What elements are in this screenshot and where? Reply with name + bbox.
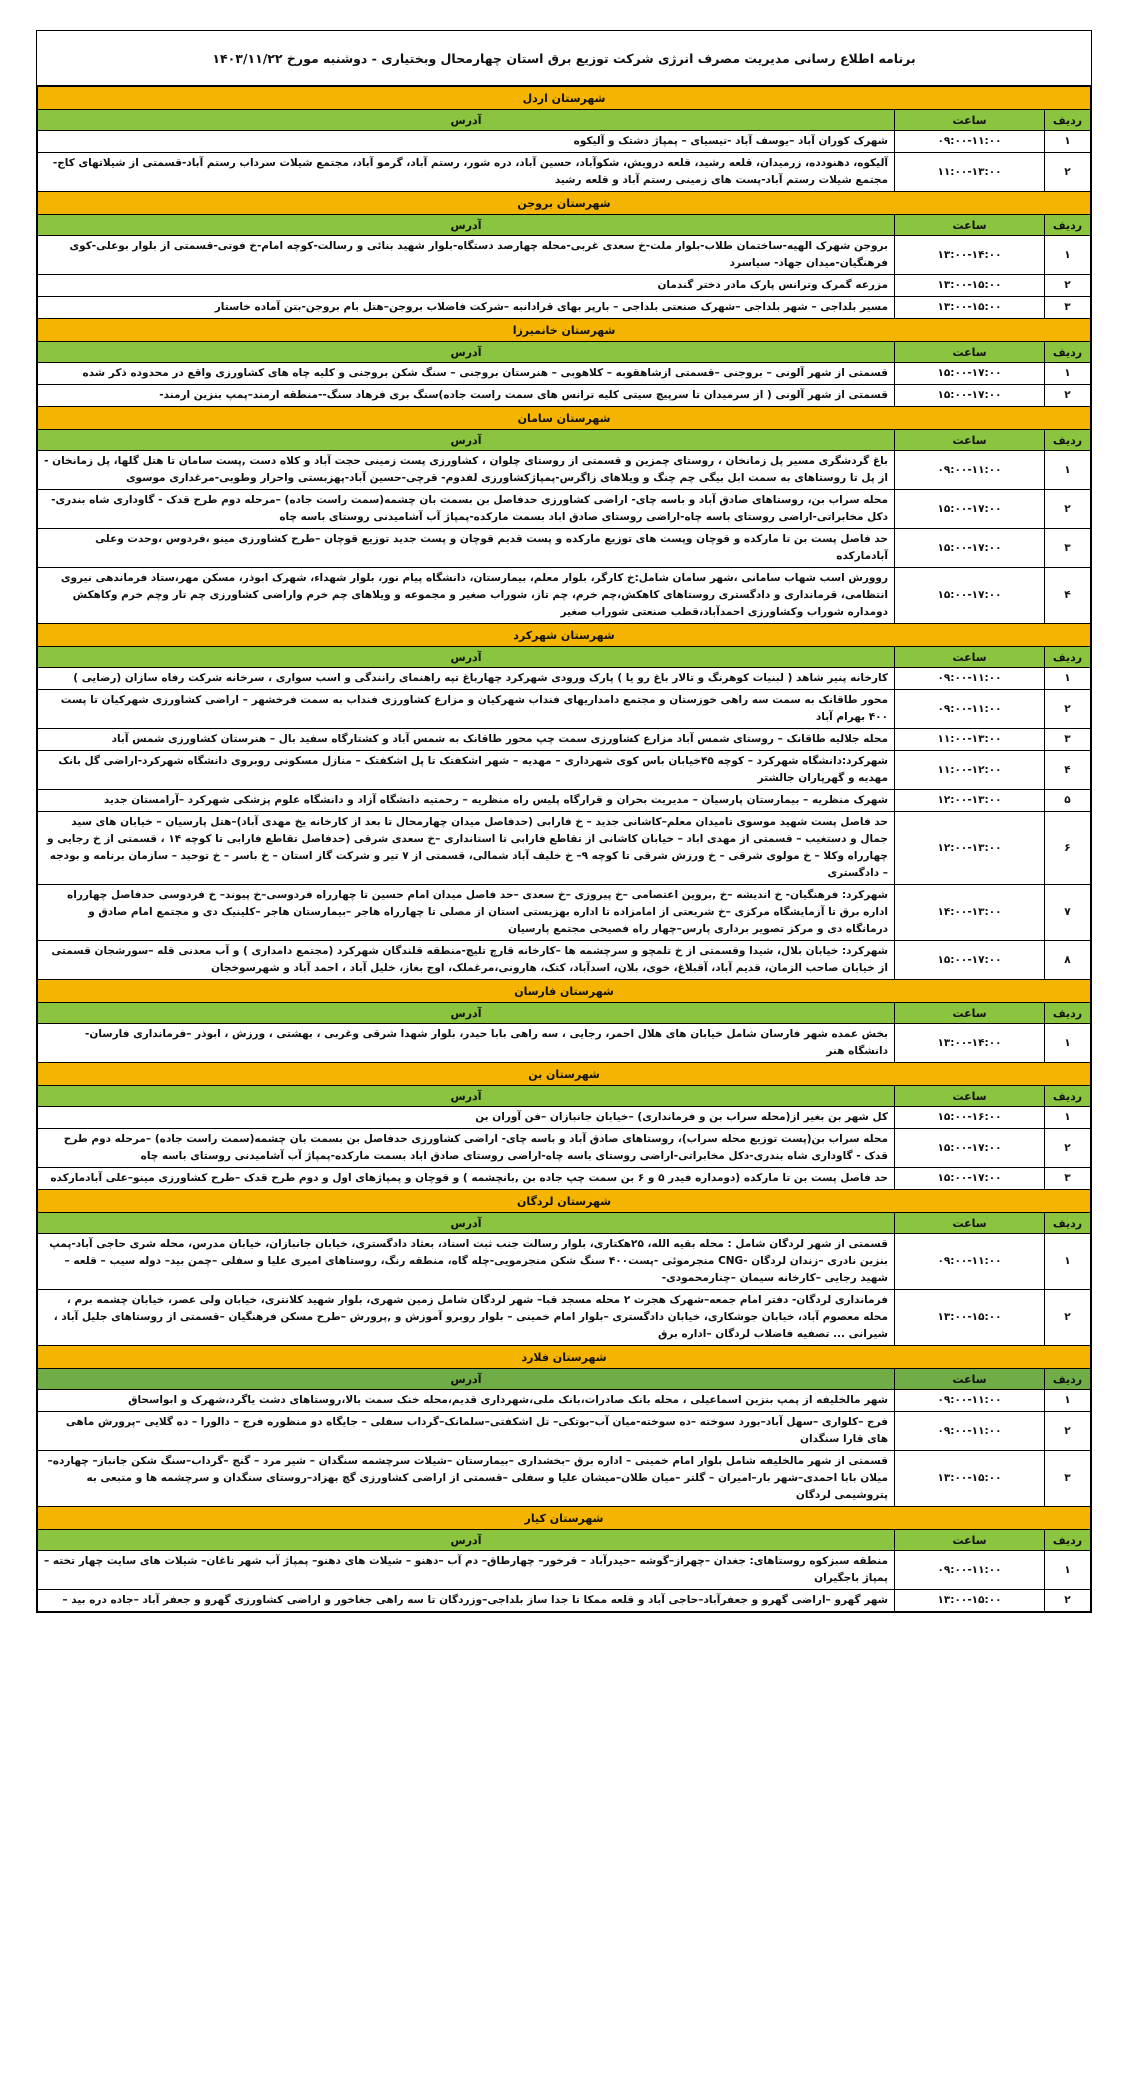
table-row (38, 668, 1091, 690)
section-title: شهرستان لردگان (38, 1190, 1091, 1213)
row-time: ۱۳:۰۰-۱۵:۰۰ (895, 275, 1045, 297)
row-time: ۰۹:۰۰-۱۱:۰۰ (895, 1390, 1045, 1412)
column-header-time: ساعت (895, 215, 1045, 236)
row-number: ۱ (1045, 236, 1091, 275)
row-address: محله سراب بن، روستاهای صادق آباد و باسه چای- اراضی کشاورزی حدفاصل بن بسمت بان چشمه(سمت راست جاده) –مرحله دوم طرح قدک - گاودارى شاه بندری- دکل مخابراتی-اراضی روستای باسه چاه-اراضی روستای صادق اباد بسمت مارکده-پمپاژ آب آشامیدنی روستای باسه چاه (38, 490, 895, 529)
row-address: شهرک منظریه – بیمارستان پارسیان – مدیریت بحران و قرارگاه پلیس راه منظریه – رحمتیه دانشگاه آزاد و دانشگاه علوم پزشکی شهرکرد –آرامستان جدید (38, 790, 895, 812)
column-header-row (38, 1003, 1091, 1024)
row-time: ۱۵:۰۰-۱۷:۰۰ (895, 1129, 1045, 1168)
column-header-num: ردیف (1045, 215, 1091, 236)
section-title-row (38, 319, 1091, 342)
row-time: ۱۳:۰۰-۱۵:۰۰ (895, 1451, 1045, 1507)
row-number: ۳ (1045, 729, 1091, 751)
row-number: ۶ (1045, 812, 1091, 885)
row-time: ۱۳:۰۰-۱۵:۰۰ (895, 297, 1045, 319)
column-header-address: آدرس (38, 1086, 895, 1107)
table-row (38, 451, 1091, 490)
column-header-address: آدرس (38, 647, 895, 668)
row-number: ۲ (1045, 385, 1091, 407)
section-title-row (38, 192, 1091, 215)
column-header-num: ردیف (1045, 647, 1091, 668)
column-header-row (38, 1213, 1091, 1234)
row-number: ۱ (1045, 1390, 1091, 1412)
row-time: ۰۹:۰۰-۱۱:۰۰ (895, 690, 1045, 729)
column-header-row (38, 1530, 1091, 1551)
table-row (38, 363, 1091, 385)
row-address: شهرکرد:دانشگاه شهرکرد – کوچه ۴۵خیابان باس کوی شهرداری – مهدیه – شهر اشکفتک تا پل اشکفتک – منازل مسکونی روبروی دانشگاه شهرکرد-اراضی گل بانک مهدیه و گهرپاران جالشتر (38, 751, 895, 790)
row-time: ۰۹:۰۰-۱۱:۰۰ (895, 131, 1045, 153)
column-header-num: ردیف (1045, 1369, 1091, 1390)
table-row (38, 1168, 1091, 1190)
row-address: شهرکرد: فرهنگیان- خ اندیشه –خ ,بروین اعتصامی –خ پیروزی –خ سعدی –حد فاصل میدان امام حسین تا چهارراه فردوسی–خ پیوند– خ فردوسی حدفاصل چهارراه اداره برق تا آزمایشگاه مرکزی –خ شریعتی از امامزاده تا اداره بهزیستی استان از مصلی تا چهارراه هاجر –بیمارستان هاجر –کلینیک دی و مجتمع امام صادق و درمانگاه دی و مرکز تصویر برداری پارس–چهار راه فصیحی مجتمع پارسیان (38, 885, 895, 941)
table-row (38, 568, 1091, 624)
column-header-row (38, 647, 1091, 668)
column-header-num: ردیف (1045, 342, 1091, 363)
row-address: فرمانداری لردگان- دفتر امام جمعه–شهرک هجرت ۲ محله مسجد قبا– شهر لردگان شامل زمین شهری، بلوار شهید کلانتری، خیابان ولی عصر، خیابان چشمه برم ، محله معصوم آباد، خیابان جوشکاری، خیابان دادگستری –بلوار امام خمینی – بلوار روبرو آموزش و ,پرورش –طرح مسکن فرهنگیان –قسمتی از روستاهای جلیل آباد ، شیرانی ... تصفیه فاضلاب لردگان –اداره برق (38, 1290, 895, 1346)
row-address: روورش اسب شهاب سامانی ،شهر سامان شامل:خ کارگر، بلوار معلم، بیمارستان، دانشگاه پیام نور، بلوار شهداء، شهرک ابوذر، مسکن مهر،ستاد فرماندهی نیروی انتظامی، قرمانداری و دادگستری روستاهای کاهکش،چم خرم، چم تاز، شوراب صغیر و مجموعه و ویلاهای چم خرم واراضی کشاورزی چم تار وچم خرم وکاهکش دومداره شوراب وکشاورزی احمدآباد،قطب صنعتی شوراب صغیر (38, 568, 895, 624)
row-number: ۱ (1045, 363, 1091, 385)
table-row (38, 885, 1091, 941)
column-header-time: ساعت (895, 1003, 1045, 1024)
table-row (38, 812, 1091, 885)
section-title-row (38, 407, 1091, 430)
row-address: باغ گردشگری مسیر پل زمانخان ، روستای چمزین و قسمتی از روستای چلوان ، کشاورزی پست زمینی حجت آباد و کلاه دست ,پست سامان تا هتل گلها، پل زمانخان - از پل تا روستاهای به سمت ابل بیگی چم چنگ و ویلاهای زاگرس-پمپاژکشاورزی لفدوم- قرچی-حسین آباد-پهزبستی واحرار وطوبی-مرغداری موسوی (38, 451, 895, 490)
column-header-time: ساعت (895, 1086, 1045, 1107)
column-header-row (38, 215, 1091, 236)
row-time: ۰۹:۰۰-۱۱:۰۰ (895, 451, 1045, 490)
row-time: ۱۵:۰۰-۱۷:۰۰ (895, 568, 1045, 624)
table-row (38, 1451, 1091, 1507)
table-row (38, 529, 1091, 568)
section-title-row (38, 1507, 1091, 1530)
column-header-address: آدرس (38, 1003, 895, 1024)
row-address: محله جلالیه طاقانک – روستای شمس آباد مزارع کشاورزی سمت چپ محور طاقانک به شمس آباد و کشتارگاه سفید بال – هنرستان کشاورزی شمس آباد (38, 729, 895, 751)
row-number: ۲ (1045, 490, 1091, 529)
column-header-address: آدرس (38, 1530, 895, 1551)
section-title: شهرستان فلارد (38, 1346, 1091, 1369)
row-address: بروجن شهرک الهیه-ساختمان طلاب-بلوار ملت-خ سعدی غربی-محله چهارصد دستگاه-بلوار شهید بنائی و رسالت-کوچه امام-خ فوتی-قسمتی از بلوار بوعلی-کوی فرهنگیان-میدان جهاد- سیاسرد (38, 236, 895, 275)
row-number: ۱ (1045, 1024, 1091, 1063)
row-address: بخش عمده شهر فارسان شامل خیابان های هلال احمر، رجایی ، سه راهی بابا حیدر، بلوار شهدا شرقی وغربی ، بهشتی ، ورزش ، ابوذر –فرمانداری فارسان- دانشگاه هنر (38, 1024, 895, 1063)
row-number: ۱ (1045, 451, 1091, 490)
section-title: شهرستان بن (38, 1063, 1091, 1086)
section-title: شهرستان بروجن (38, 192, 1091, 215)
table-row (38, 236, 1091, 275)
row-address: شهر مالخلیفه از پمپ بنزین اسماعیلی ، محله بانک صادرات،بانک ملی،شهرداری قدیم،محله خنک سمت بالا،روستاهای دشت یاگرد،شهرک و ابواسحاق (38, 1390, 895, 1412)
section-title-row (38, 1063, 1091, 1086)
row-time: ۱۵:۰۰-۱۷:۰۰ (895, 941, 1045, 980)
section-title: شهرستان فارسان (38, 980, 1091, 1003)
column-header-time: ساعت (895, 1213, 1045, 1234)
row-address: قسمتی از شهر آلونی – بروجنی –قسمتی ازشاهقوبه – کلاهوبی – هنرستان بروجنی – سنگ شکن بروجنی و کلیه چاه های کشاورزی واقع در محدوده ذکر شده (38, 363, 895, 385)
row-number: ۲ (1045, 1590, 1091, 1612)
table-row (38, 131, 1091, 153)
row-number: ۱ (1045, 1551, 1091, 1590)
row-number: ۱ (1045, 1107, 1091, 1129)
column-header-num: ردیف (1045, 1213, 1091, 1234)
row-number: ۱ (1045, 1234, 1091, 1290)
table-row (38, 751, 1091, 790)
row-number: ۳ (1045, 297, 1091, 319)
section-title-row (38, 87, 1091, 110)
row-time: ۱۲:۰۰-۱۳:۰۰ (895, 812, 1045, 885)
row-time: ۱۵:۰۰-۱۷:۰۰ (895, 1168, 1045, 1190)
table-row (38, 1551, 1091, 1590)
row-number: ۱ (1045, 131, 1091, 153)
table-row (38, 297, 1091, 319)
table-row (38, 729, 1091, 751)
row-number: ۲ (1045, 153, 1091, 192)
column-header-row (38, 1369, 1091, 1390)
row-number: ۲ (1045, 1412, 1091, 1451)
column-header-address: آدرس (38, 1213, 895, 1234)
row-time: ۰۹:۰۰-۱۱:۰۰ (895, 1551, 1045, 1590)
row-time: ۱۲:۰۰-۱۳:۰۰ (895, 790, 1045, 812)
section-title-row (38, 1346, 1091, 1369)
section-title-row (38, 1190, 1091, 1213)
row-address: منطقه سبزکوه روستاهای: جغدان –چهراز–گوشه –حیدرآباد – قرخور– چهارطاق– دم آب –دهنو – شیلات های دهنو– پمپاژ آب شهر ناغان– شیلات های سایت چهار تخته – پمپاژ باجگیران (38, 1551, 895, 1590)
column-header-time: ساعت (895, 1369, 1045, 1390)
row-number: ۴ (1045, 568, 1091, 624)
column-header-row (38, 342, 1091, 363)
row-address: محور طاقانک به سمت سه راهی خوزستان و مجتمع دامداریهای فنداب شهرکیان و مزارع کشاورزی فنداب به سمت فرخشهر – اراضی کشاورزی شهرکیان تا پست ۴۰۰ بهرام آباد (38, 690, 895, 729)
row-number: ۳ (1045, 529, 1091, 568)
row-address: حد فاصل پست بن تا مارکده (دومداره فیدر ۵ و ۶ بن سمت چپ جاده بن ,بانچشمه ) و قوچان و پمپاژهای اول و دوم طرح قدک –طرح کشاورزی مینو–علی آبادمارکده (38, 1168, 895, 1190)
schedule-document (36, 30, 1092, 1613)
table-row (38, 153, 1091, 192)
schedule-table (37, 86, 1091, 1612)
row-address: کارخانه پنیر شاهد ( لبنیات کوهرنگ و تالار باغ رو یا ) پارک ورودی شهرکرد چهارباغ تپه راهنمای رانندگی و اسب سواری ، سرخانه شرکت رفاه سازان (رضایی ) (38, 668, 895, 690)
column-header-time: ساعت (895, 430, 1045, 451)
column-header-time: ساعت (895, 647, 1045, 668)
row-time: ۰۹:۰۰-۱۱:۰۰ (895, 1234, 1045, 1290)
row-time: ۱۱:۰۰-۱۲:۰۰ (895, 751, 1045, 790)
row-number: ۱ (1045, 668, 1091, 690)
section-title-row (38, 980, 1091, 1003)
row-address: شهر گهرو –اراضی گهرو و جعفرآباد–حاجی آباد و قلعه ممکا تا جدا ساز بلداجی–وزردگان تا سه راهی جغاخور و اراضی کشاورزی گهرو و جعفر آباد –جاده دره بید – (38, 1590, 895, 1612)
row-number: ۴ (1045, 751, 1091, 790)
row-time: ۱۵:۰۰-۱۶:۰۰ (895, 1107, 1045, 1129)
column-header-row (38, 110, 1091, 131)
column-header-address: آدرس (38, 215, 895, 236)
row-number: ۳ (1045, 1451, 1091, 1507)
section-title: شهرستان خانمیرزا (38, 319, 1091, 342)
column-header-address: آدرس (38, 1369, 895, 1390)
row-time: ۱۳:۰۰-۱۵:۰۰ (895, 1290, 1045, 1346)
table-row (38, 1234, 1091, 1290)
document-title: برنامه اطلاع رسانی مدیریت مصرف انرژی شرکت توزیع برق استان چهارمحال وبختیاری - دوشنبه مورخ ۱۴۰۳/۱۱/۲۲ (37, 31, 1091, 86)
column-header-address: آدرس (38, 110, 895, 131)
row-number: ۷ (1045, 885, 1091, 941)
table-row (38, 385, 1091, 407)
column-header-address: آدرس (38, 342, 895, 363)
row-address: قسمتی از شهر مالخلیفه شامل بلوار امام خمینی – اداره برق –بخشداری –بیمارستان –شیلات سرچشمه سنگدان – شیر مرد – گنج –گرداب–سنگ شکن جانباز– چهارده–میلان بابا احمدی–شهر بار–امیران – گلتر –میان طلان–میشان علیا و سفلی –قسمتی از اراضی کشاورزی گچ بهزاد–روستای سنگدان و سرچشمه ها و متبعی به پتروشیمی لردگان (38, 1451, 895, 1507)
section-title: شهرستان سامان (38, 407, 1091, 430)
column-header-time: ساعت (895, 342, 1045, 363)
row-number: ۲ (1045, 275, 1091, 297)
column-header-num: ردیف (1045, 1003, 1091, 1024)
row-address: مزرعه گمرک وترانس پارک مادر دختر گندمان (38, 275, 895, 297)
column-header-num: ردیف (1045, 430, 1091, 451)
table-row (38, 1590, 1091, 1612)
table-row (38, 1412, 1091, 1451)
section-title: شهرستان اردل (38, 87, 1091, 110)
column-header-time: ساعت (895, 1530, 1045, 1551)
row-number: ۲ (1045, 1129, 1091, 1168)
column-header-address: آدرس (38, 430, 895, 451)
row-number: ۸ (1045, 941, 1091, 980)
row-number: ۲ (1045, 1290, 1091, 1346)
row-time: ۱۵:۰۰-۱۷:۰۰ (895, 529, 1045, 568)
row-number: ۵ (1045, 790, 1091, 812)
column-header-row (38, 1086, 1091, 1107)
section-title: شهرستان کیار (38, 1507, 1091, 1530)
row-time: ۱۵:۰۰-۱۷:۰۰ (895, 363, 1045, 385)
table-row (38, 790, 1091, 812)
row-address: فرج –کلواری –سهل آباد–بورد سوخته –ده سوخته-میان آب–بوتکی– تل اشکفتی–سلمانک–گرداب سفلی – جایگاه دو منظوره فرج – دالورا – ده گلایی –پرورش ماهی های قارا سنگدان (38, 1412, 895, 1451)
row-address: قسمتی از شهر آلونی ( از سرمیدان تا سرپیچ سیتی کلیه ترانس های سمت راست جاده)سنگ بری فرهاد سنگ--منطقه ارمند–پمپ بنزین ارمند- (38, 385, 895, 407)
table-row (38, 1390, 1091, 1412)
column-header-row (38, 430, 1091, 451)
row-time: ۰۹:۰۰-۱۱:۰۰ (895, 1412, 1045, 1451)
row-time: ۱۳:۰۰-۱۴:۰۰ (895, 1024, 1045, 1063)
row-time: ۰۹:۰۰-۱۱:۰۰ (895, 668, 1045, 690)
section-title: شهرستان شهرکرد (38, 624, 1091, 647)
row-time: ۱۳:۰۰-۱۴:۰۰ (895, 236, 1045, 275)
section-title-row (38, 624, 1091, 647)
column-header-num: ردیف (1045, 110, 1091, 131)
row-number: ۳ (1045, 1168, 1091, 1190)
column-header-time: ساعت (895, 110, 1045, 131)
row-number: ۲ (1045, 690, 1091, 729)
row-address: شهرک کوران آباد –یوسف آباد -تیسیای – پمپاژ دشتک و آلیکوه (38, 131, 895, 153)
table-row (38, 1290, 1091, 1346)
row-address: قسمتی از شهر لردگان شامل : محله بقیه الله، ۲۵هکتاری، بلوار رسالت جنب ثبت اسناد، بعثاد دادگستری، خیابان جانبازان، خیابان مدرس، محله شری حاجی آباد-پمپ بنزین نادری –زندان لردگان -CNG منجرموئی -پست۴۰۰ سنگ شکن منجرمویی-چله گاه، منطقه رنگ، روستاهای امیری علیا و سفلی –چمن بید– دوله سیب – قلعه – شهید رجایی –کارخانه سیمان –چنارمحمودی- (38, 1234, 895, 1290)
table-row (38, 1129, 1091, 1168)
table-row (38, 941, 1091, 980)
table-row (38, 275, 1091, 297)
row-time: ۱۵:۰۰-۱۷:۰۰ (895, 490, 1045, 529)
row-address: شهرکرد: خیابان بلال، شیدا وقسمتی از خ تلمچو و سرچشمه ها –کارخانه قارچ تلیچ-منطقه قلندگان شهرکرد (مجتمع دامداری ) و آب معدنی قله –سورشجان قسمتی از خیابان صاحب الزمان، قدیم آباد، آقبلاغ، خوی، بلان، اسدآباد، کتک، هارونی،مرغملک، اوج بغاز، خلیل آباد ، احمد آباد و شهرسوخجان (38, 941, 895, 980)
row-address: کل شهر بن بغیر از(محله سراب بن و فرمانداری) –خیابان جانبازان –فن آوران بن (38, 1107, 895, 1129)
row-address: حد فاصل پست شهید موسوی تامیدان معلم–کاشانی جدید – خ فارابی (حدفاصل میدان چهارمحال تا بعد از کارخانه یخ مهدی آباد)–هتل پارسیان – خیابان های سید جمال و دستغیب – قسمتی از مهدی اباد – خیابان کاشانی از تقاطع فارابی تا استانداری –خ سعدی شرقی (حدفاصل تقاطع فارابی تا کوچه ۱۴ ، قسمتی از خ رجایی و چهارراه وکلا – خ مولوی شرقی – خ ورزش شرقی تا کوچه ۹– خ خلیف آباد شمالی، قسمتی از ۷ تیر و شرکت گاز استان – خ باسر – خ توحید – سازمان برنامه و بودجه – دادگستری (38, 812, 895, 885)
row-time: ۱۵:۰۰-۱۷:۰۰ (895, 385, 1045, 407)
row-time: ۱۱:۰۰-۱۳:۰۰ (895, 153, 1045, 192)
table-row (38, 490, 1091, 529)
row-address: محله سراب بن(پست توزیع محله سراب)، روستاهای صادق آباد و باسه چای- اراضی کشاورزی حدفاصل بن بسمت بان چشمه(سمت راست جاده) –مرحله دوم طرح قدک - گاودارى شاه بندری-دکل مخابراتی-اراضی روستای باسه چاه-اراضی روستای صادق اباد بسمت مارکده-پمپاژ آب آشامیدنی روستای باسه چاه (38, 1129, 895, 1168)
table-row (38, 1107, 1091, 1129)
column-header-num: ردیف (1045, 1530, 1091, 1551)
table-row (38, 690, 1091, 729)
row-time: ۱۴:۰۰-۱۳:۰۰ (895, 885, 1045, 941)
column-header-num: ردیف (1045, 1086, 1091, 1107)
row-time: ۱۳:۰۰-۱۵:۰۰ (895, 1590, 1045, 1612)
row-address: مسیر بلداجی – شهر بلداجی –شهرک صنعتی بلداجی – بارپر بهای قرادانبه –شرکت فاضلاب بروجن–هتل بام بروجن-بتن آماده خاستار (38, 297, 895, 319)
row-time: ۱۱:۰۰-۱۳:۰۰ (895, 729, 1045, 751)
row-address: آلیکوه، دهنودده، زرمیدان، قلعه رشید، قلعه درویش، شکوآباد، حسین آباد، دره شور، رستم آباد، گرمو آباد، مجتمع شیلات سرداب رستم آباد-قسمتی از شیلاتهای کاج- مجتمع شیلات رستم آباد-پست های زمینی رستم آباد و قلعه رشید (38, 153, 895, 192)
table-row (38, 1024, 1091, 1063)
row-address: حد فاصل پست بن تا مارکده و قوچان وپست های توزیع مارکده و پست قدیم قوچان و پست جدید توزیع قوچان –طرح کشاورزی مینو ،فردوس ،وحدت وعلی آبادمارکده (38, 529, 895, 568)
